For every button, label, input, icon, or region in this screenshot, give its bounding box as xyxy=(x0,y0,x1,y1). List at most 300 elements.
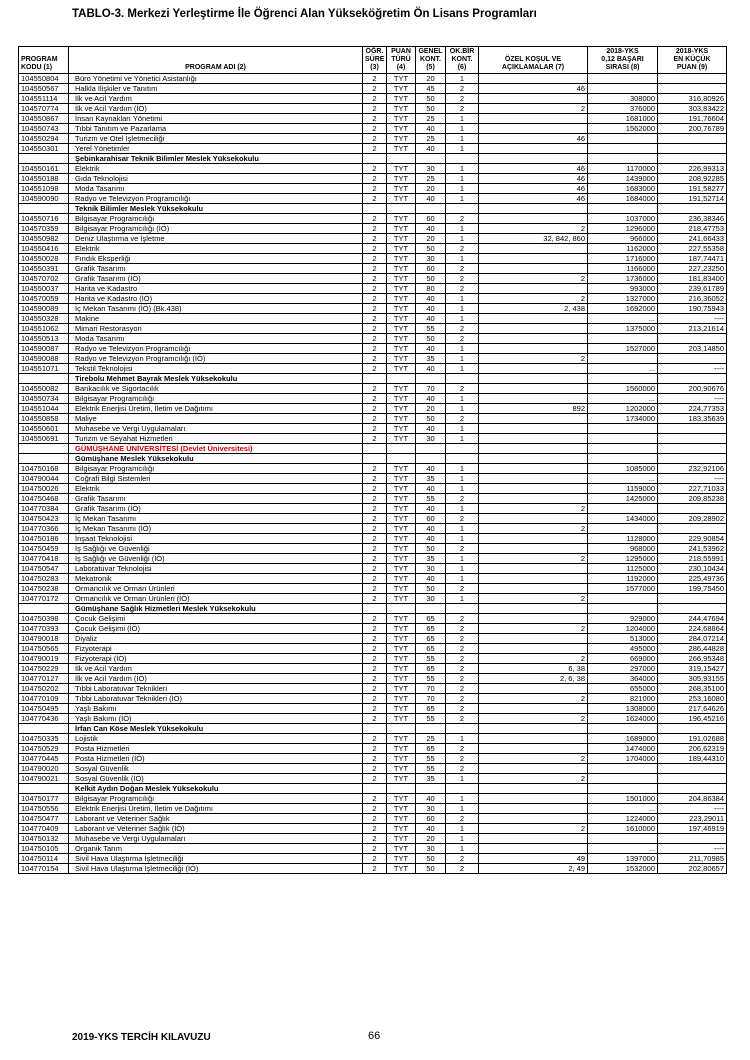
program-code: 104550301 xyxy=(19,144,69,154)
table-row xyxy=(19,844,727,854)
empty-cell xyxy=(363,204,387,214)
program-code: 104750565 xyxy=(19,644,69,654)
score-type: TYT xyxy=(387,114,416,124)
header-line: PROGRAM xyxy=(21,56,58,63)
program-code: 104550294 xyxy=(19,134,69,144)
program-code: 104750423 xyxy=(19,514,69,524)
school-first-quota: 2 xyxy=(446,104,479,114)
empty-cell xyxy=(363,604,387,614)
special-conditions: 6, 38 xyxy=(479,664,588,674)
faculty-name: Teknik Bilimler Meslek Yüksekokulu xyxy=(69,204,363,214)
empty-cell xyxy=(658,204,727,214)
faculty-row xyxy=(19,604,727,614)
success-rank: 1397000 xyxy=(588,854,658,864)
success-rank: 1560000 xyxy=(588,384,658,394)
success-rank: 1037000 xyxy=(588,214,658,224)
success-rank: 1170000 xyxy=(588,164,658,174)
programs-table xyxy=(18,46,727,874)
school-first-quota: 2 xyxy=(446,684,479,694)
empty-cell xyxy=(446,374,479,384)
table-row xyxy=(19,644,727,654)
score-type: TYT xyxy=(387,494,416,504)
success-rank: 1192000 xyxy=(588,574,658,584)
program-name: Yerel Yönetimler xyxy=(69,144,363,154)
school-first-quota: 2 xyxy=(446,714,479,724)
school-first-quota: 1 xyxy=(446,834,479,844)
faculty-row xyxy=(19,454,727,464)
score-type: TYT xyxy=(387,404,416,414)
program-code: 104770436 xyxy=(19,714,69,724)
faculty-name: Şebinkarahisar Teknik Bilimler Meslek Yüksekokulu xyxy=(69,154,363,164)
general-quota: 60 xyxy=(416,264,446,274)
success-rank: 929000 xyxy=(588,614,658,624)
school-first-quota: 1 xyxy=(446,224,479,234)
general-quota: 50 xyxy=(416,104,446,114)
general-quota: 30 xyxy=(416,804,446,814)
empty-cell xyxy=(416,204,446,214)
score-type: TYT xyxy=(387,434,416,444)
program-name: Grafik Tasarımı (İÖ) xyxy=(69,274,363,284)
score-type: TYT xyxy=(387,774,416,784)
general-quota: 40 xyxy=(416,304,446,314)
empty-cell xyxy=(588,454,658,464)
program-code: 104790019 xyxy=(19,654,69,664)
empty-cell xyxy=(363,444,387,454)
success-rank: 1681000 xyxy=(588,114,658,124)
special-conditions: 46 xyxy=(479,84,588,94)
score-type: TYT xyxy=(387,124,416,134)
empty-cell xyxy=(387,784,416,794)
table-body xyxy=(19,74,727,874)
min-score: ---- xyxy=(658,394,727,404)
school-first-quota: 2 xyxy=(446,244,479,254)
school-first-quota: 2 xyxy=(446,514,479,524)
success-rank: 1532000 xyxy=(588,864,658,874)
special-conditions xyxy=(479,564,588,574)
special-conditions: 2, 49 xyxy=(479,864,588,874)
min-score xyxy=(658,144,727,154)
general-quota: 25 xyxy=(416,174,446,184)
program-name: Radyo ve Televizyon Programcılığı xyxy=(69,194,363,204)
special-conditions: 892 xyxy=(479,404,588,414)
special-conditions: 2, 6, 38 xyxy=(479,674,588,684)
table-row xyxy=(19,584,727,594)
general-quota: 70 xyxy=(416,694,446,704)
duration: 2 xyxy=(363,424,387,434)
general-quota: 30 xyxy=(416,564,446,574)
duration: 2 xyxy=(363,824,387,834)
score-type: TYT xyxy=(387,544,416,554)
score-type: TYT xyxy=(387,274,416,284)
special-conditions xyxy=(479,364,588,374)
min-score xyxy=(658,334,727,344)
duration: 2 xyxy=(363,644,387,654)
min-score xyxy=(658,594,727,604)
duration: 2 xyxy=(363,514,387,524)
general-quota: 40 xyxy=(416,314,446,324)
school-first-quota: 1 xyxy=(446,194,479,204)
duration: 2 xyxy=(363,434,387,444)
score-type: TYT xyxy=(387,734,416,744)
min-score: 232,92106 xyxy=(658,464,727,474)
school-first-quota: 1 xyxy=(446,174,479,184)
program-name: Bilgisayar Programcılığı xyxy=(69,394,363,404)
table-row xyxy=(19,364,727,374)
general-quota: 40 xyxy=(416,144,446,154)
empty-cell xyxy=(479,374,588,384)
general-quota: 50 xyxy=(416,854,446,864)
program-code: 104570702 xyxy=(19,274,69,284)
table-row xyxy=(19,674,727,684)
special-conditions xyxy=(479,324,588,334)
header-line: KODU (1) xyxy=(21,64,53,71)
program-code: 104550567 xyxy=(19,84,69,94)
school-first-quota: 1 xyxy=(446,474,479,484)
program-code: 104750547 xyxy=(19,564,69,574)
school-first-quota: 1 xyxy=(446,354,479,364)
table-row xyxy=(19,294,727,304)
min-score: 266,95348 xyxy=(658,654,727,664)
program-name: Büro Yönetimi ve Yönetici Asistanlığı xyxy=(69,74,363,84)
general-quota: 60 xyxy=(416,214,446,224)
program-code: 104590089 xyxy=(19,304,69,314)
special-conditions xyxy=(479,124,588,134)
general-quota: 35 xyxy=(416,774,446,784)
duration: 2 xyxy=(363,734,387,744)
program-code: 104550716 xyxy=(19,214,69,224)
min-score xyxy=(658,84,727,94)
empty-cell xyxy=(416,444,446,454)
special-conditions: 2 xyxy=(479,824,588,834)
general-quota: 55 xyxy=(416,674,446,684)
score-type: TYT xyxy=(387,314,416,324)
header-line: OK.BİR xyxy=(449,48,475,55)
table-row xyxy=(19,824,727,834)
school-first-quota: 2 xyxy=(446,584,479,594)
success-rank xyxy=(588,84,658,94)
table-row xyxy=(19,734,727,744)
general-quota: 55 xyxy=(416,764,446,774)
header-line: KONT. xyxy=(451,56,473,63)
success-rank xyxy=(588,424,658,434)
program-name: Sivil Hava Ulaştırma İşletmeciliği (İÖ) xyxy=(69,864,363,874)
empty-cell xyxy=(363,154,387,164)
success-rank: 1202000 xyxy=(588,404,658,414)
score-type: TYT xyxy=(387,824,416,834)
empty-cell xyxy=(479,604,588,614)
min-score xyxy=(658,434,727,444)
table-row xyxy=(19,344,727,354)
duration: 2 xyxy=(363,614,387,624)
program-name: Turizm ve Seyahat Hizmetleri xyxy=(69,434,363,444)
min-score: 284,07214 xyxy=(658,634,727,644)
program-code: 104750398 xyxy=(19,614,69,624)
score-type: TYT xyxy=(387,714,416,724)
program-name: Çocuk Gelişimi xyxy=(69,614,363,624)
score-type: TYT xyxy=(387,284,416,294)
school-first-quota: 1 xyxy=(446,574,479,584)
score-type: TYT xyxy=(387,624,416,634)
special-conditions xyxy=(479,314,588,324)
table-row xyxy=(19,494,727,504)
general-quota: 40 xyxy=(416,464,446,474)
table-row xyxy=(19,854,727,864)
school-first-quota: 2 xyxy=(446,754,479,764)
general-quota: 50 xyxy=(416,274,446,284)
program-code: 104550028 xyxy=(19,254,69,264)
school-first-quota: 1 xyxy=(446,144,479,154)
special-conditions xyxy=(479,94,588,104)
min-score: 209,28902 xyxy=(658,514,727,524)
program-code: 104550982 xyxy=(19,234,69,244)
min-score: 225,49736 xyxy=(658,574,727,584)
empty-cell xyxy=(658,724,727,734)
min-score: 211,70985 xyxy=(658,854,727,864)
program-code: 104550867 xyxy=(19,114,69,124)
program-name: Fındık Eksperliği xyxy=(69,254,363,264)
success-rank: 1527000 xyxy=(588,344,658,354)
empty-cell xyxy=(588,154,658,164)
header-school-first-quota xyxy=(446,47,479,74)
general-quota: 40 xyxy=(416,344,446,354)
school-first-quota: 1 xyxy=(446,524,479,534)
duration: 2 xyxy=(363,684,387,694)
duration: 2 xyxy=(363,324,387,334)
special-conditions: 2 xyxy=(479,654,588,664)
score-type: TYT xyxy=(387,554,416,564)
duration: 2 xyxy=(363,804,387,814)
table-row xyxy=(19,714,727,724)
success-rank: 1375000 xyxy=(588,324,658,334)
special-conditions xyxy=(479,514,588,524)
duration: 2 xyxy=(363,244,387,254)
empty-cell xyxy=(446,724,479,734)
table-row xyxy=(19,554,727,564)
program-name: Posta Hizmetleri (İÖ) xyxy=(69,754,363,764)
min-score xyxy=(658,354,727,364)
duration: 2 xyxy=(363,334,387,344)
program-code: 104590088 xyxy=(19,354,69,364)
general-quota: 50 xyxy=(416,544,446,554)
duration: 2 xyxy=(363,484,387,494)
min-score: 191,02688 xyxy=(658,734,727,744)
duration: 2 xyxy=(363,274,387,284)
general-quota: 65 xyxy=(416,634,446,644)
duration: 2 xyxy=(363,654,387,664)
score-type: TYT xyxy=(387,464,416,474)
empty-cell xyxy=(363,374,387,384)
general-quota: 20 xyxy=(416,74,446,84)
table-row xyxy=(19,384,727,394)
score-type: TYT xyxy=(387,74,416,84)
score-type: TYT xyxy=(387,394,416,404)
school-first-quota: 1 xyxy=(446,794,479,804)
school-first-quota: 2 xyxy=(446,324,479,334)
special-conditions xyxy=(479,534,588,544)
special-conditions: 46 xyxy=(479,164,588,174)
program-code: 104550601 xyxy=(19,424,69,434)
header-general-quota xyxy=(416,47,446,74)
special-conditions xyxy=(479,574,588,584)
table-row xyxy=(19,594,727,604)
table-row xyxy=(19,484,727,494)
school-first-quota: 2 xyxy=(446,704,479,714)
program-code: 104750229 xyxy=(19,664,69,674)
general-quota: 50 xyxy=(416,94,446,104)
program-code: 104550161 xyxy=(19,164,69,174)
header-score-type xyxy=(387,47,416,74)
school-first-quota: 1 xyxy=(446,74,479,84)
general-quota: 40 xyxy=(416,484,446,494)
min-score: 227,23250 xyxy=(658,264,727,274)
school-first-quota: 1 xyxy=(446,504,479,514)
table-row xyxy=(19,704,727,714)
score-type: TYT xyxy=(387,164,416,174)
section-code-cell xyxy=(19,444,69,454)
special-conditions: 2 xyxy=(479,524,588,534)
score-type: TYT xyxy=(387,324,416,334)
general-quota: 40 xyxy=(416,394,446,404)
score-type: TYT xyxy=(387,834,416,844)
score-type: TYT xyxy=(387,384,416,394)
table-row xyxy=(19,664,727,674)
score-type: TYT xyxy=(387,184,416,194)
program-name: İlk ve Acil Yardım xyxy=(69,94,363,104)
school-first-quota: 1 xyxy=(446,844,479,854)
table-row xyxy=(19,304,727,314)
general-quota: 30 xyxy=(416,844,446,854)
duration: 2 xyxy=(363,694,387,704)
general-quota: 35 xyxy=(416,474,446,484)
program-code: 104550188 xyxy=(19,174,69,184)
duration: 2 xyxy=(363,814,387,824)
score-type: TYT xyxy=(387,574,416,584)
school-first-quota: 1 xyxy=(446,484,479,494)
success-rank: 1434000 xyxy=(588,514,658,524)
school-first-quota: 2 xyxy=(446,854,479,864)
table-row xyxy=(19,394,727,404)
table-row xyxy=(19,504,727,514)
header-duration xyxy=(363,47,387,74)
score-type: TYT xyxy=(387,814,416,824)
empty-cell xyxy=(479,454,588,464)
success-rank: 1296000 xyxy=(588,224,658,234)
special-conditions xyxy=(479,734,588,744)
min-score: 187,74471 xyxy=(658,254,727,264)
empty-cell xyxy=(588,374,658,384)
general-quota: 30 xyxy=(416,164,446,174)
faculty-row xyxy=(19,784,727,794)
school-first-quota: 1 xyxy=(446,164,479,174)
special-conditions xyxy=(479,474,588,484)
duration: 2 xyxy=(363,564,387,574)
empty-cell xyxy=(588,724,658,734)
duration: 2 xyxy=(363,844,387,854)
empty-cell xyxy=(416,374,446,384)
table-row xyxy=(19,144,727,154)
min-score xyxy=(658,764,727,774)
score-type: TYT xyxy=(387,354,416,364)
success-rank: 821000 xyxy=(588,694,658,704)
min-score: 218,55991 xyxy=(658,554,727,564)
header-line: PUAN (9) xyxy=(676,64,708,71)
special-conditions: 2 xyxy=(479,274,588,284)
faculty-name: İrfan Can Köse Meslek Yüksekokulu xyxy=(69,724,363,734)
header-success-rank xyxy=(588,47,658,74)
score-type: TYT xyxy=(387,484,416,494)
special-conditions xyxy=(479,634,588,644)
duration: 2 xyxy=(363,314,387,324)
table-row xyxy=(19,194,727,204)
success-rank: 1125000 xyxy=(588,564,658,574)
program-name: Laborant ve Veteriner Sağlık (İÖ) xyxy=(69,824,363,834)
empty-cell xyxy=(416,604,446,614)
school-first-quota: 1 xyxy=(446,774,479,784)
program-code: 104790021 xyxy=(19,774,69,784)
program-name: Posta Hizmetleri xyxy=(69,744,363,754)
general-quota: 50 xyxy=(416,334,446,344)
school-first-quota: 1 xyxy=(446,314,479,324)
school-first-quota: 2 xyxy=(446,864,479,874)
special-conditions xyxy=(479,704,588,714)
score-type: TYT xyxy=(387,764,416,774)
score-type: TYT xyxy=(387,794,416,804)
success-rank xyxy=(588,434,658,444)
empty-cell xyxy=(387,374,416,384)
min-score: 216,36052 xyxy=(658,294,727,304)
program-name: Bilgisayar Programcılığı xyxy=(69,794,363,804)
table-row xyxy=(19,524,727,534)
school-first-quota: 1 xyxy=(446,564,479,574)
school-first-quota: 1 xyxy=(446,304,479,314)
program-name: Halkla İlişkiler ve Tanıtım xyxy=(69,84,363,94)
program-name: İlk ve Acil Yardım (İÖ) xyxy=(69,104,363,114)
program-name: Gıda Teknolojisi xyxy=(69,174,363,184)
duration: 2 xyxy=(363,634,387,644)
special-conditions xyxy=(479,744,588,754)
success-rank xyxy=(588,74,658,84)
empty-cell xyxy=(658,454,727,464)
header-line: PUAN xyxy=(391,48,411,55)
special-conditions: 2 xyxy=(479,294,588,304)
table-row xyxy=(19,814,727,824)
program-code: 104790020 xyxy=(19,764,69,774)
program-name: Çocuk Gelişimi (İÖ) xyxy=(69,624,363,634)
min-score: 200,90676 xyxy=(658,384,727,394)
empty-cell xyxy=(387,454,416,464)
program-name: Ormancılık ve Orman Ürünleri xyxy=(69,584,363,594)
special-conditions xyxy=(479,144,588,154)
program-code: 104790044 xyxy=(19,474,69,484)
school-first-quota: 2 xyxy=(446,764,479,774)
success-rank: 1204000 xyxy=(588,624,658,634)
header-min-score xyxy=(658,47,727,74)
success-rank: 966000 xyxy=(588,234,658,244)
school-first-quota: 1 xyxy=(446,734,479,744)
table-row xyxy=(19,424,727,434)
special-conditions: 2 xyxy=(479,224,588,234)
success-rank xyxy=(588,594,658,604)
min-score xyxy=(658,834,727,844)
table-row xyxy=(19,514,727,524)
duration: 2 xyxy=(363,794,387,804)
empty-cell xyxy=(479,784,588,794)
duration: 2 xyxy=(363,714,387,724)
success-rank: 1166000 xyxy=(588,264,658,274)
min-score: 241,66433 xyxy=(658,234,727,244)
school-first-quota: 2 xyxy=(446,694,479,704)
score-type: TYT xyxy=(387,844,416,854)
